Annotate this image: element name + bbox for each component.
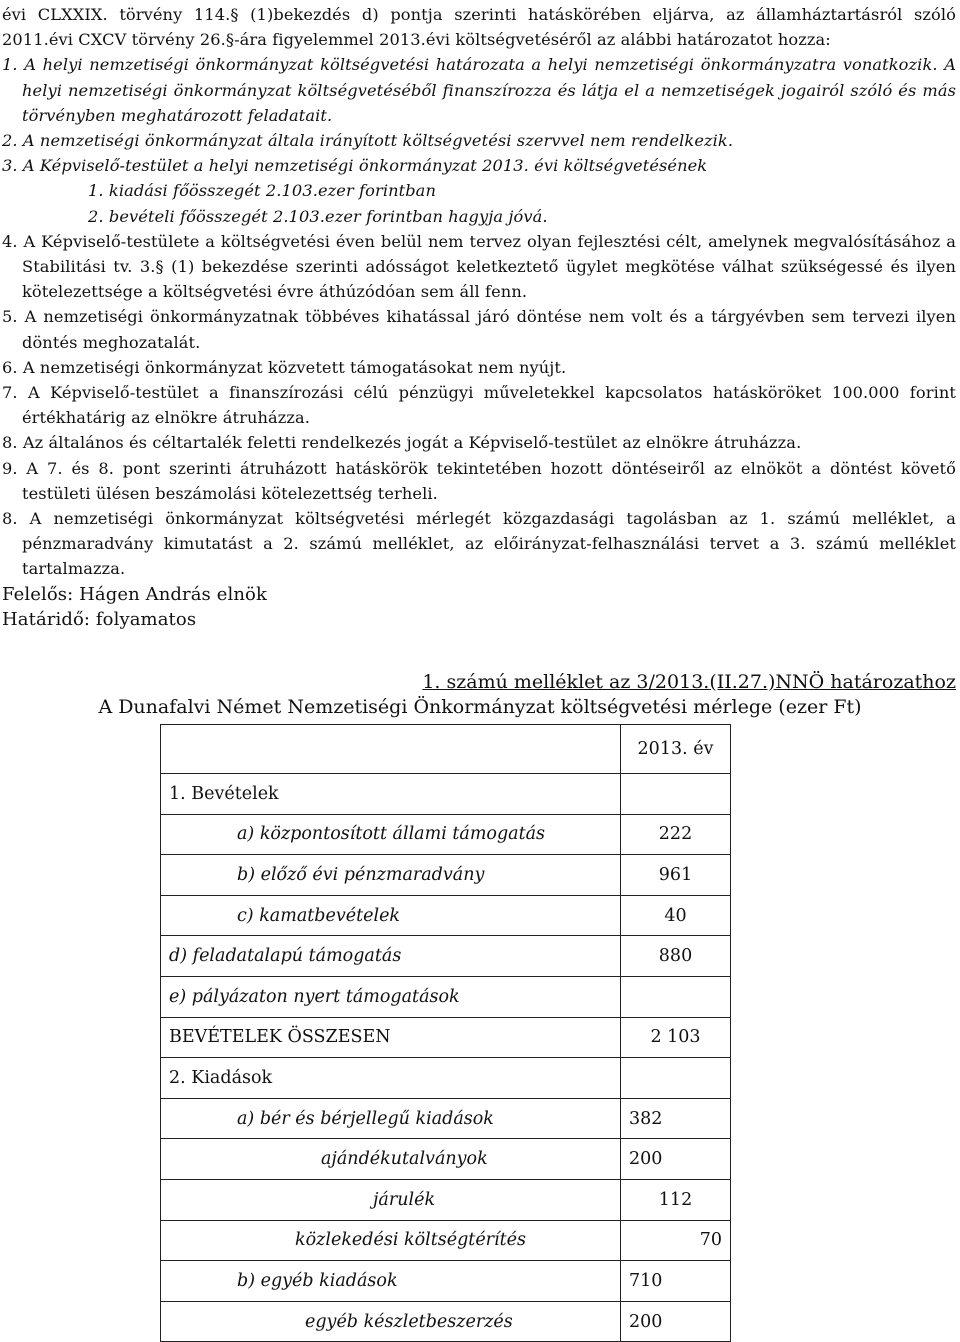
item-5: 5. A nemzetiségi önkormányzatnak többéves kihatással járó döntése nem volt és a tárgyévben sem tervezi ilyen döntés meghozatalát. xyxy=(2,307,956,352)
table-row xyxy=(161,895,731,936)
item-8-annex: 8. A nemzetiségi önkormányzat költségvetési mérlegét közgazdasági tagolásban az 1. számú melléklet, a pénzmaradvány kimutatást a 2. számú melléklet, az előirányzat-felhasználási tervet a 3. számú melléklet tartalmazza. xyxy=(2,509,956,579)
row-label: ajándékutalványok xyxy=(161,1139,621,1180)
budget-table xyxy=(160,724,731,1342)
row-label: egyéb készletbeszerzés xyxy=(161,1301,621,1342)
item-2: 2. A nemzetiségi önkormányzat általa irányított költségvetési szervvel nem rendelkezik. xyxy=(2,131,734,151)
subitem-text: bevételi főösszegét 2.103.ezer forintban hagyja jóvá. xyxy=(108,206,548,226)
row-label: járulék xyxy=(161,1179,621,1220)
subitem-1 xyxy=(2,178,956,203)
row-value xyxy=(621,1058,731,1099)
annex-reference: 1. számú melléklet az 3/2013.(II.27.)NNÖ határozathoz xyxy=(422,671,956,693)
subitem-text: kiadási főösszegét 2.103.ezer forintban xyxy=(108,181,436,201)
row-label: a) központosított állami támogatás xyxy=(161,814,621,855)
subitem-2 xyxy=(2,204,956,229)
row-value: 70 xyxy=(621,1220,731,1261)
header-year: 2013. év xyxy=(621,725,731,774)
row-value: 40 xyxy=(621,895,731,936)
row-value: 200 xyxy=(621,1139,731,1180)
table-row xyxy=(161,1098,731,1139)
header-empty-cell xyxy=(161,725,621,774)
row-value xyxy=(621,774,731,815)
row-label: b) egyéb kiadások xyxy=(161,1261,621,1302)
row-value: 222 xyxy=(621,814,731,855)
row-value: 382 xyxy=(621,1098,731,1139)
subitem-number: 2. xyxy=(88,206,104,226)
resolution-text xyxy=(2,2,956,632)
responsible-line: Felelős: Hágen András elnök xyxy=(2,583,267,605)
item-9: 9. A 7. és 8. pont szerinti átruházott hatáskörök tekintetében hozott döntéseiről az elnököt a döntést követő testületi ülésen beszámolási kötelezettség terheli. xyxy=(2,458,956,503)
row-value: 112 xyxy=(621,1179,731,1220)
item-7: 7. A Képviselő-testület a finanszírozási célú pénzügyi műveletekkel kapcsolatos hatásköröket 100.000 forint értékhatárig az elnökre átruházza. xyxy=(2,383,956,428)
row-label: 2. Kiadások xyxy=(161,1058,621,1099)
row-label: c) kamatbevételek xyxy=(161,895,621,936)
row-label: közlekedési költségtérítés xyxy=(161,1220,621,1261)
row-value: 880 xyxy=(621,936,731,977)
subitem-number: 1. xyxy=(88,181,104,201)
table-row xyxy=(161,936,731,977)
row-label: 1. Bevételek xyxy=(161,774,621,815)
table-row xyxy=(161,1017,731,1058)
table-row xyxy=(161,1179,731,1220)
item-3: 3. A Képviselő-testület a helyi nemzetiségi önkormányzat 2013. évi költségvetésének xyxy=(2,156,708,176)
table-row xyxy=(161,814,731,855)
row-value: 200 xyxy=(621,1301,731,1342)
row-label: b) előző évi pénzmaradvány xyxy=(161,855,621,896)
row-value: 2 103 xyxy=(621,1017,731,1058)
annex-title: A Dunafalvi Német Nemzetiségi Önkormányzat költségvetési mérlege (ezer Ft) xyxy=(98,696,862,718)
row-value: 961 xyxy=(621,855,731,896)
item-6: 6. A nemzetiségi önkormányzat közvetett támogatásokat nem nyújt. xyxy=(2,357,567,377)
row-label: e) pályázaton nyert támogatások xyxy=(161,976,621,1017)
intro-paragraph: évi CLXXIX. törvény 114.§ (1)bekezdés d) pontja szerinti hatáskörében eljárva, az államháztartásról szóló 2011.évi CXCV törvény 26.§-ára figyelemmel 2013.évi költségvetéséről az alábbi határozatot hozza: xyxy=(2,5,956,50)
row-label: a) bér és bérjellegű kiadások xyxy=(161,1098,621,1139)
deadline-line: Határidő: folyamatos xyxy=(2,608,197,630)
row-value xyxy=(621,976,731,1017)
table-row xyxy=(161,1220,731,1261)
table-row xyxy=(161,1058,731,1099)
table-row xyxy=(161,1301,731,1342)
item-1: 1. A helyi nemzetiségi önkormányzat költségvetési határozata a helyi nemzetiségi önkormányzatra vonatkozik. A helyi nemzetiségi önkormányzat költségvetéséből finanszírozza és látja el a nemzetiségek jogairól szóló és más törvényben meghatározott feladatait. xyxy=(2,55,956,125)
row-value: 710 xyxy=(621,1261,731,1302)
table-header-row xyxy=(161,725,731,774)
item-4: 4. A Képviselő-testülete a költségvetési éven belül nem tervez olyan fejlesztési célt, amelynek megvalósításához a Stabilitási tv. 3.§ (1) bekezdése szerinti adósságot keletkeztető ügylet megkötése válhat szükségessé és ilyen kötelezettsége a költségvetési évre áthúzódóan sem áll fenn. xyxy=(2,231,956,302)
table-row xyxy=(161,976,731,1017)
row-label: d) feladatalapú támogatás xyxy=(161,936,621,977)
item-8: 8. Az általános és céltartalék feletti rendelkezés jogát a Képviselő-testület az elnökre átruházza. xyxy=(2,433,802,453)
table-row xyxy=(161,1139,731,1180)
table-row xyxy=(161,855,731,896)
row-label: BEVÉTELEK ÖSSZESEN xyxy=(161,1017,621,1058)
table-row xyxy=(161,1261,731,1302)
table-row xyxy=(161,774,731,815)
